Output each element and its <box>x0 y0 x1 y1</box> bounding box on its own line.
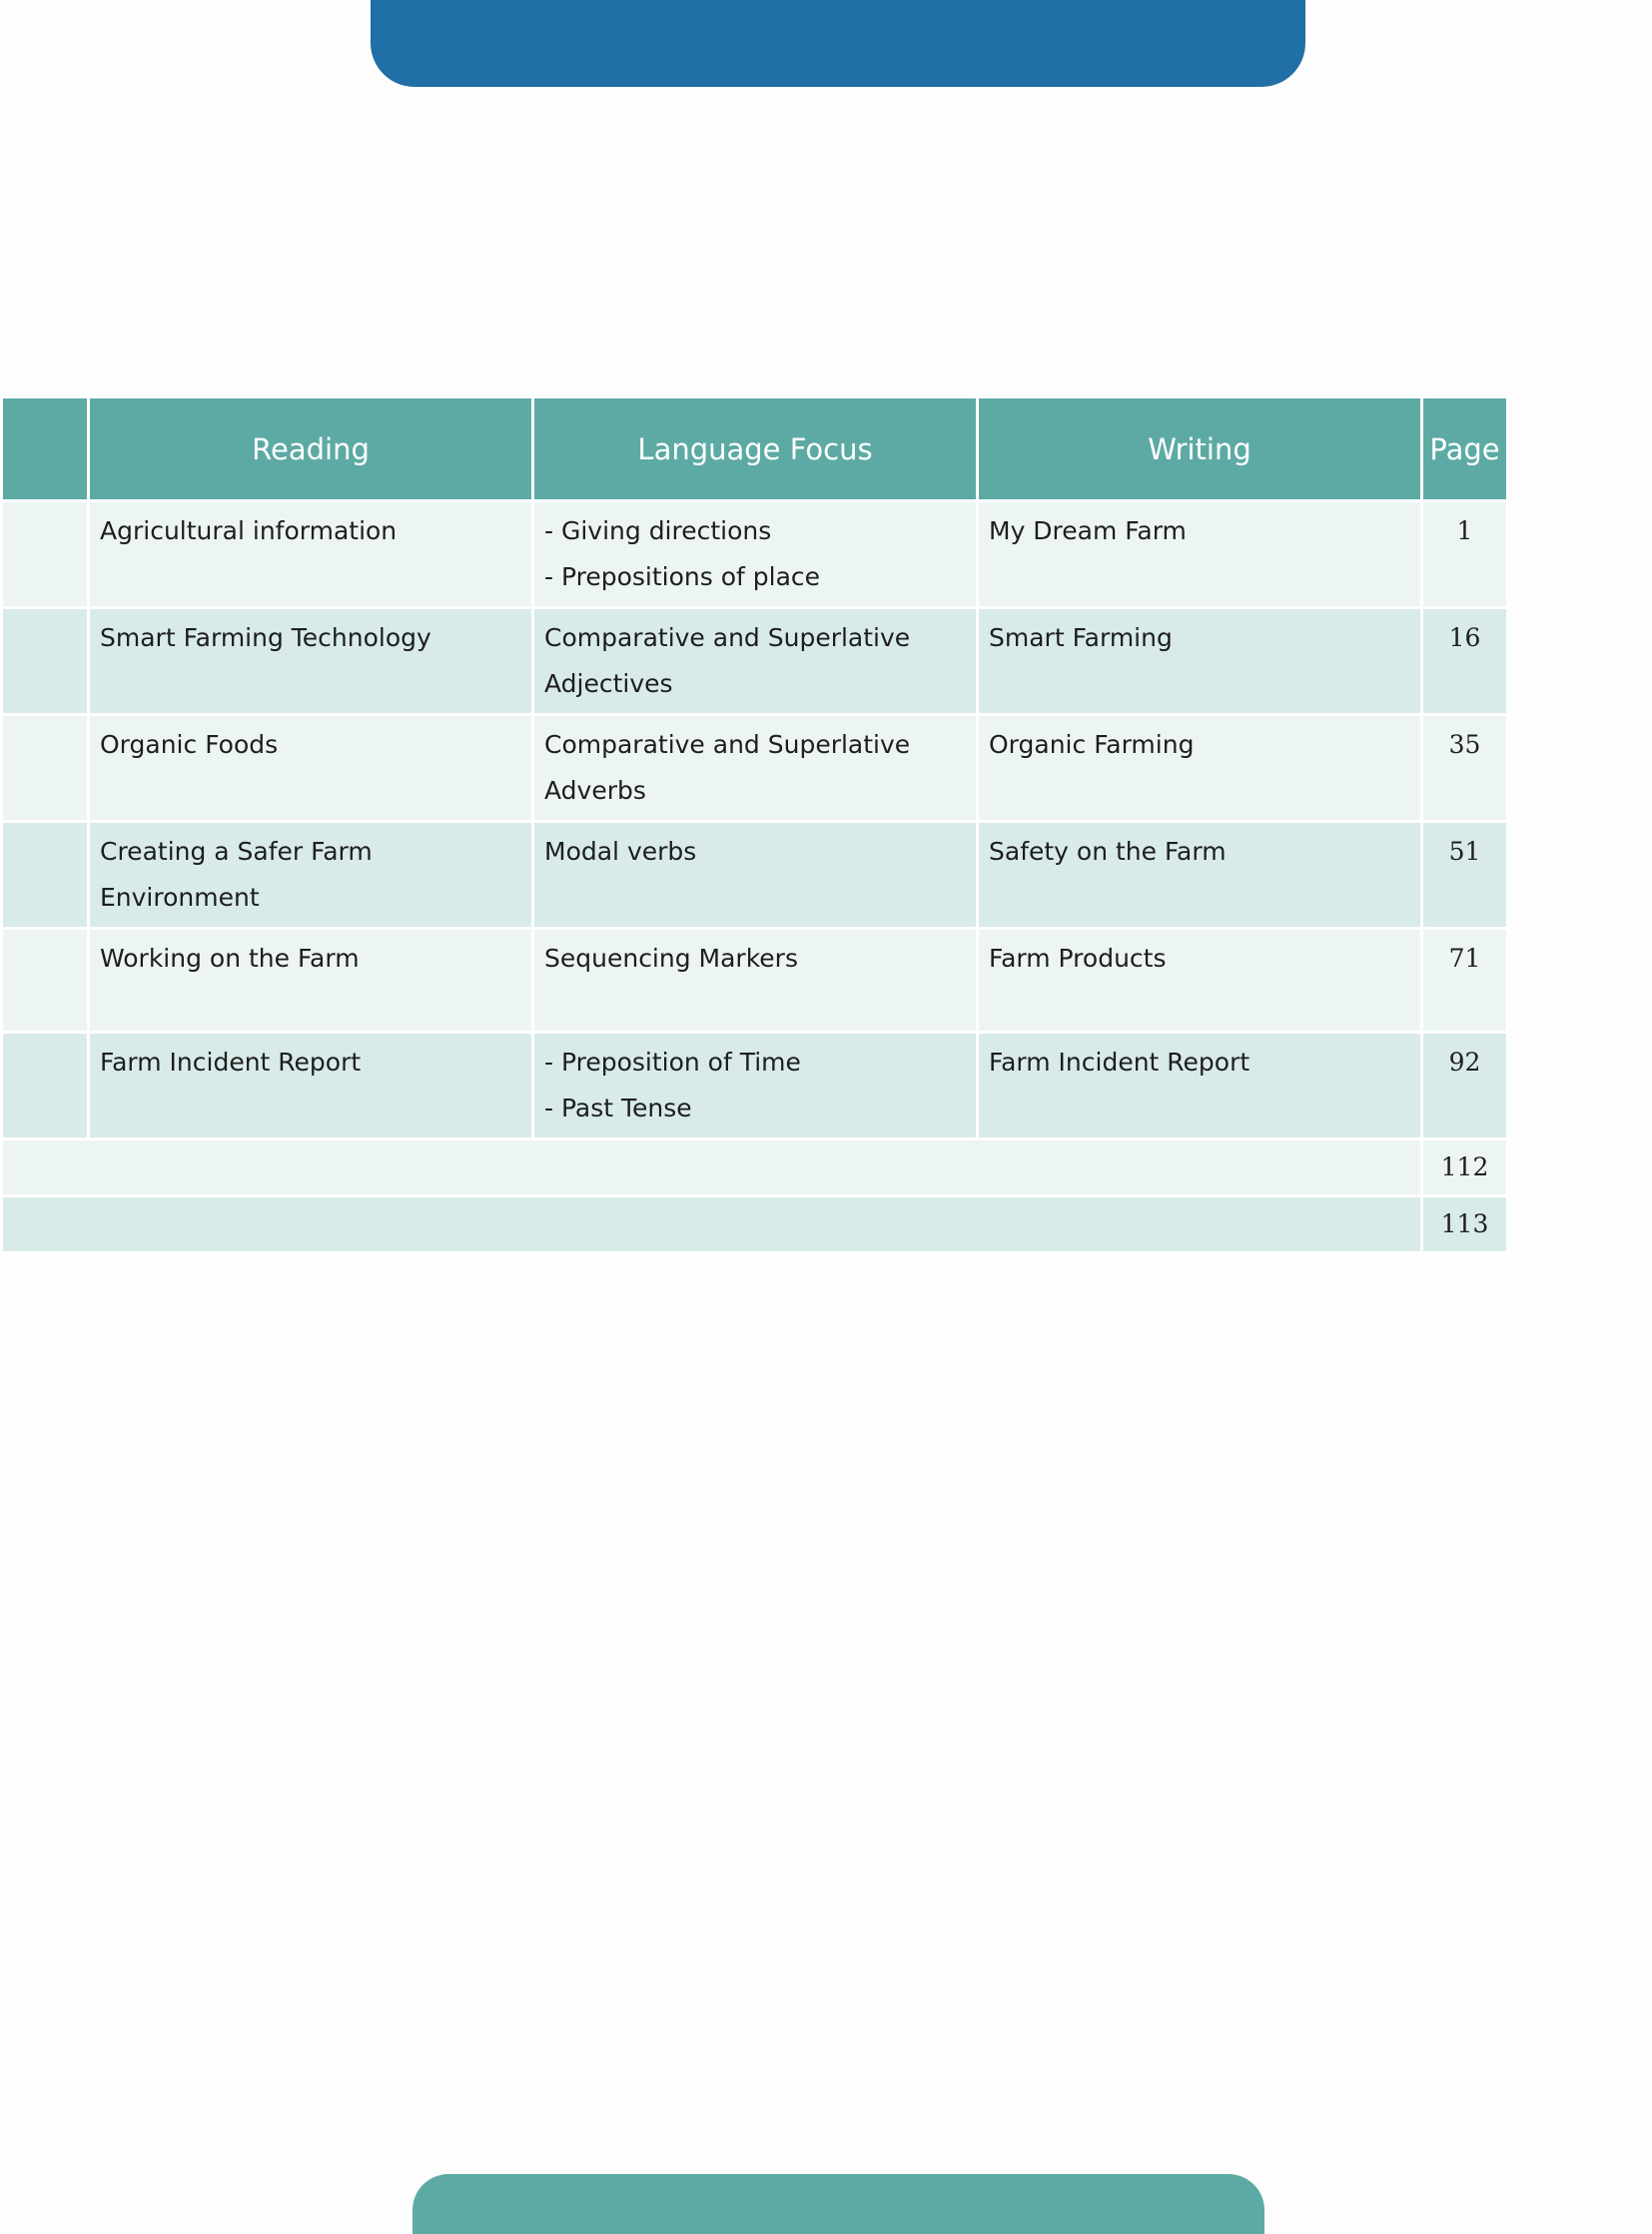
reading-cell: Agricultural information <box>89 501 533 608</box>
writing-cell: Farm Products <box>978 929 1422 1033</box>
language-focus-cell <box>533 929 978 1033</box>
language-focus-line: - Past Tense <box>544 1094 692 1122</box>
reading-cell: Working on the Farm <box>89 929 533 1033</box>
table-row <box>2 822 1508 929</box>
reading-cell: Creating a Safer Farm Environment <box>89 822 533 929</box>
language-focus-line: Modal verbs <box>544 837 697 866</box>
page-number: 16 <box>1422 608 1508 715</box>
header-writing: Writing <box>978 397 1422 501</box>
reading-cell: Organic Foods <box>89 715 533 822</box>
header-language-focus: Language Focus <box>533 397 978 501</box>
table-header-row <box>2 397 1508 501</box>
header-unit <box>2 397 89 501</box>
page-number: 1 <box>1422 501 1508 608</box>
writing-cell: Farm Incident Report <box>978 1033 1422 1139</box>
bottom-banner <box>413 2174 1264 2234</box>
language-focus-line: - Preposition of Time <box>544 1048 801 1077</box>
reading-cell: Smart Farming Technology <box>89 608 533 715</box>
language-focus-line: Comparative and Superlative <box>544 623 911 652</box>
table-row <box>2 1196 1508 1253</box>
writing-cell: Organic Farming <box>978 715 1422 822</box>
page-number: 92 <box>1422 1033 1508 1139</box>
page-number: 35 <box>1422 715 1508 822</box>
language-focus-line: - Giving directions <box>544 516 772 545</box>
top-banner <box>371 0 1305 87</box>
appendix-cell <box>2 1139 1422 1196</box>
unit-cell <box>2 822 89 929</box>
table-row <box>2 1033 1508 1139</box>
reading-cell: Farm Incident Report <box>89 1033 533 1139</box>
language-focus-cell <box>533 822 978 929</box>
language-focus-cell <box>533 608 978 715</box>
unit-cell <box>2 715 89 822</box>
page-number: 71 <box>1422 929 1508 1033</box>
unit-cell <box>2 501 89 608</box>
table-row <box>2 1139 1508 1196</box>
writing-cell: My Dream Farm <box>978 501 1422 608</box>
table-row <box>2 501 1508 608</box>
language-focus-cell <box>533 1033 978 1139</box>
writing-cell: Safety on the Farm <box>978 822 1422 929</box>
language-focus-line: Comparative and Superlative <box>544 730 911 759</box>
appendix-cell <box>2 1196 1422 1253</box>
header-reading: Reading <box>89 397 533 501</box>
language-focus-line: Adverbs <box>544 776 646 805</box>
table-row <box>2 929 1508 1033</box>
page-number: 51 <box>1422 822 1508 929</box>
header-page: Page <box>1422 397 1508 501</box>
unit-cell <box>2 608 89 715</box>
unit-cell <box>2 929 89 1033</box>
language-focus-cell <box>533 715 978 822</box>
unit-cell <box>2 1033 89 1139</box>
page-number: 112 <box>1422 1139 1508 1196</box>
language-focus-line: Adjectives <box>544 669 673 698</box>
language-focus-cell <box>533 501 978 608</box>
page-number: 113 <box>1422 1196 1508 1253</box>
table-row <box>2 715 1508 822</box>
writing-cell: Smart Farming <box>978 608 1422 715</box>
language-focus-line: Sequencing Markers <box>544 944 798 973</box>
contents-table <box>0 395 1509 1254</box>
language-focus-line: - Prepositions of place <box>544 562 821 591</box>
table-row <box>2 608 1508 715</box>
